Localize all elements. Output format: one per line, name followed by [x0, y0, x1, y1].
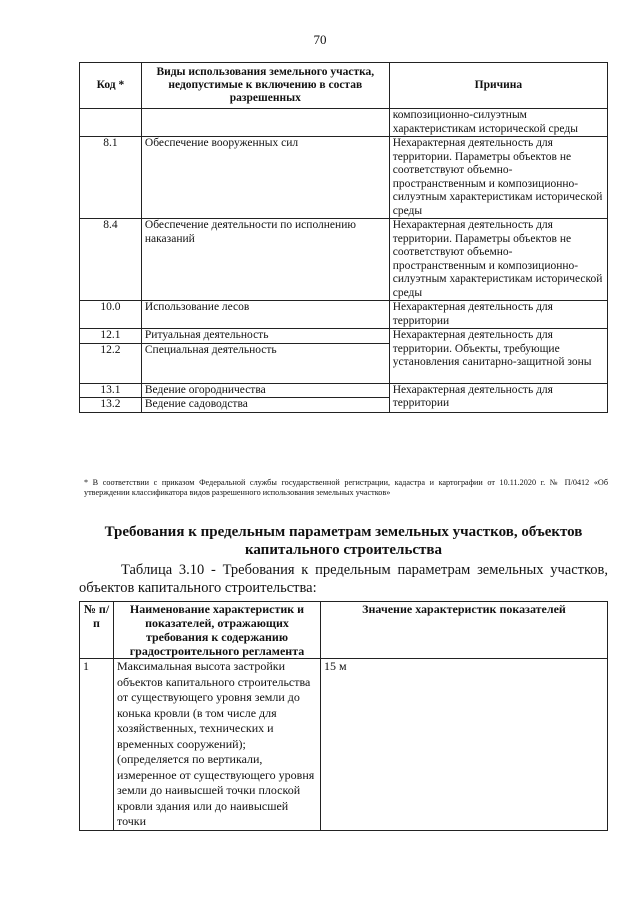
code-cell: 8.1 [80, 137, 142, 219]
table-caption: Таблица 3.10 - Требования к предельным параметрам земельных участков, объектов капитального строительства: [79, 562, 608, 596]
use-cell: Использование лесов [141, 301, 389, 329]
page-number: 70 [313, 32, 327, 47]
header-value: Значение характеристик показателей [321, 602, 608, 659]
use-cell: Обеспечение вооруженных сил [141, 137, 389, 219]
table-row [80, 109, 608, 137]
code-cell: 10.0 [80, 301, 142, 329]
value-cell: 15 м [321, 659, 608, 831]
parameters-table [79, 601, 608, 831]
num-cell: 1 [80, 659, 114, 831]
code-cell: 12.2 [80, 343, 142, 383]
header-num: № п/п [80, 602, 114, 659]
use-cell: Ритуальная деятельность [141, 329, 389, 344]
use-cell: Ведение огородничества [141, 383, 389, 398]
reason-cell: Нехарактерная деятельность для территории. Параметры объектов не соответствуют объемно-пространственным и композиционно-силуэтным характеристикам исторической среды [389, 137, 607, 219]
reason-cell: Нехарактерная деятельность для территории. Параметры объектов не соответствуют объемно-пространственным и композиционно-силуэтным характеристикам исторической среды [389, 219, 607, 301]
table-row [80, 219, 608, 301]
table-row [80, 329, 608, 344]
reason-cell: композиционно-силуэтным характеристикам исторической среды [389, 109, 607, 137]
table-row [80, 659, 608, 831]
table-row [80, 383, 608, 398]
header-reason: Причина [389, 63, 607, 109]
footnote: * В соответствии с приказом Федеральной службы государственной регистрации, кадастра и картографии от 10.11.2020 г. № П/0412 «Об утверждении классификатора видов разрешенного использования земельных участков» [84, 478, 608, 497]
code-cell: 12.1 [80, 329, 142, 344]
code-cell: 13.2 [80, 398, 142, 413]
prohibited-uses-table [79, 62, 608, 413]
use-cell: Ведение садоводства [141, 398, 389, 413]
table-header-row [80, 63, 608, 109]
use-cell: Специальная деятельность [141, 343, 389, 383]
use-cell: Обеспечение деятельности по исполнению наказаний [141, 219, 389, 301]
header-name: Наименование характеристик и показателей, отражающих требования к содержанию градостроительного регламента [114, 602, 321, 659]
table-row [80, 137, 608, 219]
table-header-row [80, 602, 608, 659]
code-cell: 8.4 [80, 219, 142, 301]
name-cell: Максимальная высота застройки объектов капитального строительства от существующего уровня земли до конька кровли (в том числе для хозяйственных, технических и временных сооружений); (определяется по вертикали, измеренное от существующего уровня земли до наивысшей точки плоской кровли здания или до наивысшей точки [114, 659, 321, 831]
section-title: Требования к предельным параметрам земельных участков, объектов капитального строительства [104, 524, 583, 558]
reason-cell: Нехарактерная деятельность для территории [389, 383, 607, 412]
code-cell: 13.1 [80, 383, 142, 398]
reason-cell: Нехарактерная деятельность для территории [389, 301, 607, 329]
table-row [80, 301, 608, 329]
header-uses: Виды использования земельного участка, недопустимые к включению в состав разрешенных [141, 63, 389, 109]
header-code: Код * [80, 63, 142, 109]
reason-cell: Нехарактерная деятельность для территории. Объекты, требующие установления санитарно-защитной зоны [389, 329, 607, 384]
